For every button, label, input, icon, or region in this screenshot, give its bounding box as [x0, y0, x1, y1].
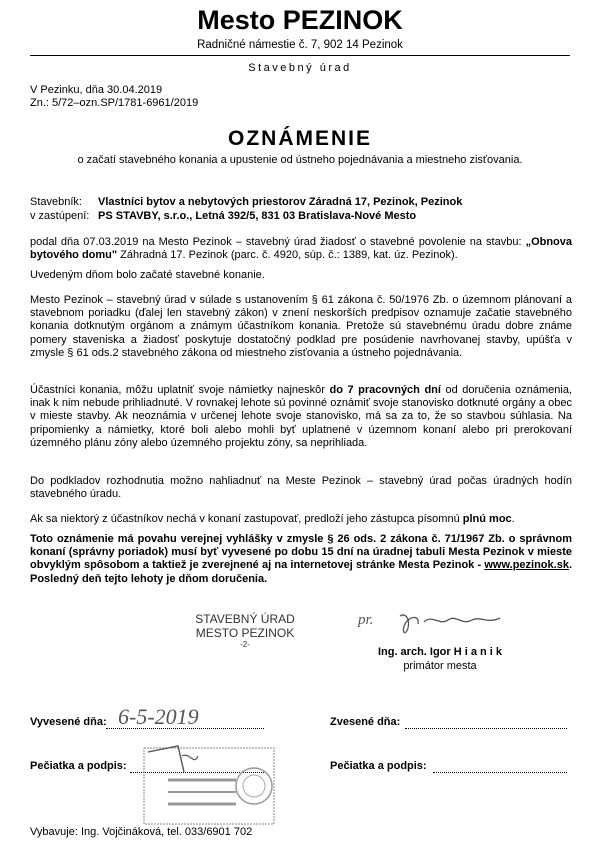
power-of-attorney: plnú moc	[462, 513, 512, 525]
paragraph-objections	[30, 384, 572, 450]
project-name: „Obnova bytového domu"	[30, 236, 573, 262]
signer-role: primátor mesta	[403, 659, 477, 672]
office-name: Stavebný úrad	[248, 62, 352, 74]
builder-label: Stavebník:	[30, 196, 82, 208]
paragraph-inspection	[30, 475, 572, 501]
public-notice-end: . Posledný deň tejto lehoty je dňom doručenia.	[30, 559, 572, 585]
signature-prefix: pr.	[358, 612, 374, 628]
removed-dotline	[405, 728, 567, 729]
stamp-sign-label-left: Pečiatka a podpis:	[30, 760, 127, 772]
started-text: Uvedeným dňom bolo začaté stavebné konanie.	[30, 269, 265, 281]
objections-text-b: od doručenia oznámenia, inak k nim nebude prihliadnuté. V rovnakej lehote sú povinné oznámiť svoje stanovisko dotknuté orgány a obec v mieste stavby. Ak neoznámia v určenej lehote svoje stanovisko, má sa za to, že so stavbou súhlasia. Na pripomienky a námietky, ktoré boli alebo mohli byť uplatnené v územnom konaní alebo pri prerokovaní územného plánu zóny alebo územného projektu zóny, sa neprihliada.	[30, 384, 573, 449]
signature-scribble-icon	[340, 608, 540, 638]
paragraph-public-notice	[30, 533, 572, 586]
stamp-sign-dotline-right	[433, 772, 567, 773]
representative-row	[30, 210, 416, 223]
builder-row	[30, 196, 462, 209]
place-date: V Pezinku, dňa 30.04.2019	[30, 84, 163, 96]
handled-by: Vybavuje: Ing. Vojčináková, tel. 033/6901 702	[30, 826, 253, 838]
representative-label: v zastúpení:	[30, 210, 90, 222]
round-office-stamp	[138, 742, 280, 830]
signer-name: Ing. arch. Igor H i a n i k	[377, 646, 503, 658]
posted-date-handwritten: 6-5-2019	[118, 704, 199, 729]
public-notice-text: Toto oznámenie má povahu verejnej vyhlášky v zmysle § 26 ods. 2 zákona č. 71/1967 Zb. o správnom konaní (správny poriadok) musí byť vyvesené po dobu 15 dní na úradnej tabuli Mesta Pezinok v mieste obvyklým spôsobom a taktiež je zverejnené aj na internetovej stránke Mesta Pezinok -	[30, 533, 572, 572]
inspection-text: Do podkladov rozhodnutia možno nahliadnuť na Meste Pezinok – stavebný úrad počas úradných hodín stavebného úradu.	[30, 475, 572, 501]
stamp-line-2: MESTO PEZINOK	[195, 626, 295, 640]
mayor-signature	[340, 608, 540, 638]
removed-label: Zvesené dňa:	[330, 716, 401, 728]
notice-subtitle: o začatí stavebného konania a upustenie od ústneho pojednávania a miestneho zisťovania.	[77, 154, 523, 166]
header-divider	[30, 55, 570, 56]
legal-basis-text: Mesto Pezinok – stavebný úrad v súlade s ustanovením § 61 zákona č. 50/1976 Zb. o územnom plánovaní a stavebnom poriadku (ďalej len stavebný zákon) v znení neskorších predpisov oznamuje začatie stavebného konania dotknutým orgánom a známym účastníkom konania. Pretože sú stavebnému úradu dobre známe pomery staveniska a žiadosť poskytuje dostatočný podklad pre posúdenie navrhovanej stavby, upúšťa v zmysle § 61 ods.2 stavebného zákona od miestneho zisťovania a ústneho pojednávania.	[30, 294, 572, 359]
builder-value: Vlastníci bytov a nebytových priestorov Záradná 17, Pezinok, Pezinok	[98, 196, 463, 208]
posted-label: Vyvesené dňa:	[30, 716, 107, 728]
objections-text-a: Účastníci konania, môžu uplatniť svoje námietky najneskôr	[30, 384, 330, 396]
office-stamp	[160, 612, 330, 650]
representative-value: PS STAVBY, s.r.o., Letná 392/5, 831 03 Bratislava-Nové Mesto	[98, 210, 417, 222]
project-location: Záhradná 17. Pezinok (parc. č. 4920, súp. č.: 1389, kat. úz. Pezinok).	[117, 249, 458, 262]
city-title: Mesto PEZINOK	[197, 5, 403, 35]
stamp-line-1: STAVEBNÝ ÚRAD	[195, 612, 295, 626]
representation-end: .	[511, 513, 515, 525]
paragraph-representation	[30, 513, 572, 526]
paragraph-legal-basis	[30, 294, 572, 360]
notice-title: OZNÁMENIE	[228, 127, 372, 150]
file-number: Zn.: 5/72–ozn.SP/1781-6961/2019	[30, 97, 199, 109]
application-text: podal dňa 07.03.2019 na Mesto Pezinok – stavebný úrad žiadosť o stavebné povolenie na stavbu:	[30, 236, 522, 248]
stamp-graphic-icon	[138, 742, 280, 830]
city-address: Radničné námestie č. 7, 902 14 Pezinok	[197, 39, 403, 51]
website-link[interactable]: www.pezinok.sk	[484, 559, 569, 572]
representation-text: Ak sa niektorý z účastníkov nechá v konaní zastupovať, predloží jeho zástupca písomnú	[30, 513, 463, 525]
objections-deadline: do 7 pracovných dní	[329, 384, 441, 396]
paragraph-started	[30, 269, 572, 282]
paragraph-application	[30, 236, 572, 262]
signer-block	[330, 646, 550, 673]
stamp-number: -2-	[240, 640, 250, 649]
stamp-sign-label-right: Pečiatka a podpis:	[330, 760, 427, 772]
